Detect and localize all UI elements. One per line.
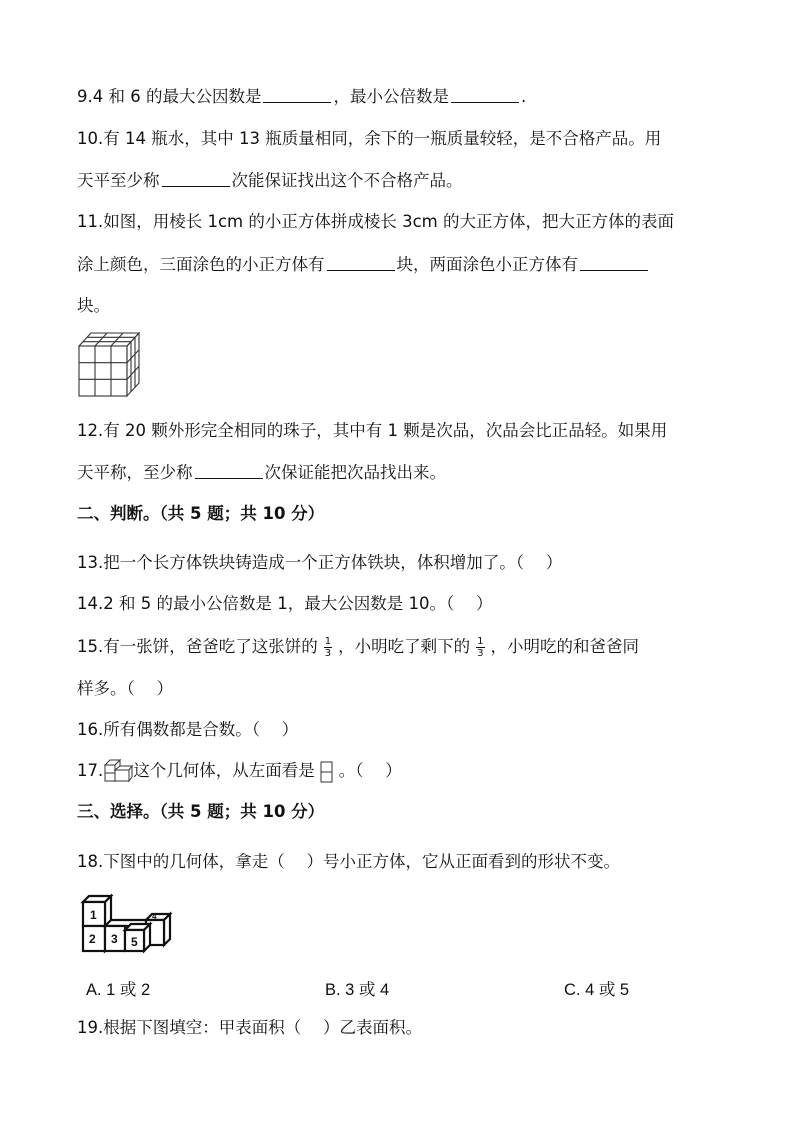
option-b[interactable]: B. 3 或 4: [325, 981, 390, 999]
question-17: 17. 这个几何体，从左面看是 。（ ）: [77, 760, 402, 783]
cube-label-2: 2: [89, 932, 96, 946]
answer-blank[interactable]: [162, 170, 230, 187]
fraction-one-third: $\frac{1}{3}$: [324, 636, 332, 659]
question-18: 18.下图中的几何体，拿走（ ）号小正方体，它从正面看到的形状不变。: [77, 852, 620, 871]
question-14: 14.2 和 5 的最小公倍数是 1，最大公因数是 10。（ ）: [77, 594, 493, 613]
question-9: 9.4 和 6 的最大公因数是 ，最小公倍数是 .: [77, 87, 527, 106]
question-15-line-2: 样多。（ ）: [77, 679, 173, 698]
answer-blank[interactable]: [263, 86, 331, 103]
question-13: 13.把一个长方体铁块铸造成一个正方体铁块，体积增加了。（ ）: [77, 553, 563, 572]
cube-3x3-figure: [77, 330, 141, 398]
question-10-line-2: 天平至少称 次能保证找出这个不合格产品。: [77, 171, 463, 190]
cube-label-1: 1: [90, 908, 97, 922]
left-view-icon: [318, 761, 336, 783]
question-16: 16.所有偶数都是合数。（ ）: [77, 720, 299, 739]
question-19: 19.根据下图填空：甲表面积（ ）乙表面积。: [77, 1018, 422, 1037]
option-a[interactable]: A. 1 或 2: [86, 981, 151, 999]
cube-label-3: 3: [111, 932, 118, 946]
option-c[interactable]: C. 4 或 5: [564, 981, 630, 999]
section-3-heading: 三、选择。（共 5 题；共 10 分）: [77, 802, 325, 821]
geometric-solid-icon: [103, 761, 133, 783]
answer-blank[interactable]: [580, 254, 648, 271]
section-2-heading: 二、判断。（共 5 题；共 10 分）: [77, 504, 325, 523]
cube-label-4: 4: [152, 912, 157, 921]
question-11-line-3: 块。: [77, 296, 110, 315]
question-11-line-1: 11.如图，用棱长 1cm 的小正方体拼成棱长 3cm 的大正方体，把大正方体的表面: [77, 212, 675, 231]
question-12-line-2: 天平称，至少称 次保证能把次品找出来。: [77, 463, 446, 482]
question-11-line-2: 涂上颜色，三面涂色的小正方体有 块，两面涂色小正方体有: [77, 254, 650, 276]
question-10-line-1: 10.有 14 瓶水，其中 13 瓶质量相同，余下的一瓶质量较轻，是不合格产品。用: [77, 129, 662, 148]
numbered-cubes-figure: [80, 893, 172, 957]
question-12-line-1: 12.有 20 颗外形完全相同的珠子，其中有 1 颗是次品，次品会比正品轻。如果用: [77, 421, 668, 440]
answer-blank[interactable]: [451, 86, 519, 103]
cube-label-5: 5: [131, 935, 138, 949]
question-15-line-1: 15.有一张饼，爸爸吃了这张饼的 $\frac{1}{3}$ ，小明吃了剩下的 $\frac{1}{3}$ ，小明吃的和爸爸同: [77, 636, 639, 659]
answer-blank[interactable]: [195, 462, 263, 479]
fraction-one-third: $\frac{1}{3}$: [477, 636, 484, 659]
answer-blank[interactable]: [327, 254, 395, 271]
